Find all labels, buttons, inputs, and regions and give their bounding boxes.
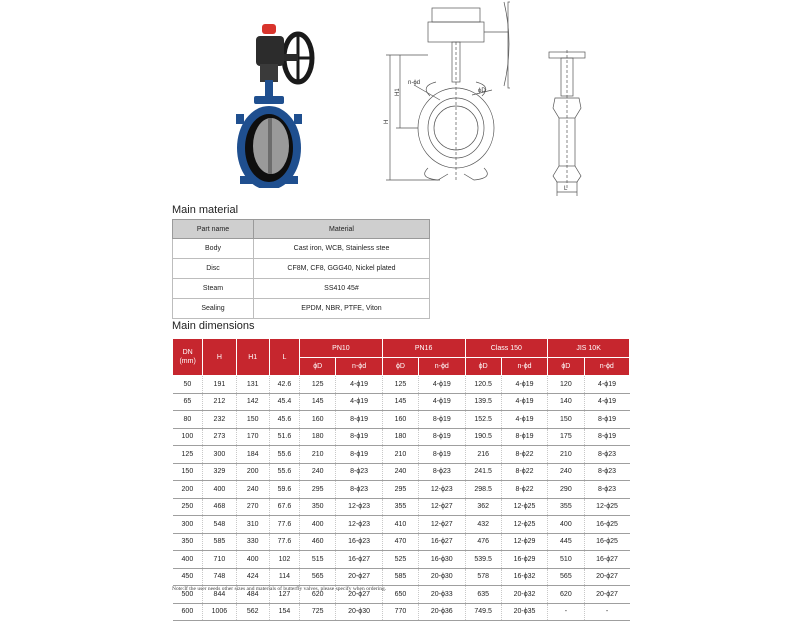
cell: 600 xyxy=(173,603,203,621)
table-row xyxy=(173,239,430,259)
cell: 20-ϕ30 xyxy=(419,568,465,586)
cell: 212 xyxy=(203,393,236,411)
cell: 515 xyxy=(300,551,336,569)
cell: 20-ϕ33 xyxy=(419,586,465,604)
cell: 445 xyxy=(548,533,584,551)
cell: 127 xyxy=(269,586,299,604)
cell: 8-ϕ23 xyxy=(336,463,382,481)
cell: 152.5 xyxy=(465,411,501,429)
cell: 20-ϕ27 xyxy=(584,568,629,586)
cell: 170 xyxy=(236,428,269,446)
cell: 80 xyxy=(173,411,203,429)
cell: 298.5 xyxy=(465,481,501,499)
header-h: H xyxy=(203,339,236,376)
cell: 300 xyxy=(203,446,236,464)
cell: 20-ϕ27 xyxy=(336,568,382,586)
cell: 12-ϕ25 xyxy=(501,516,547,534)
cell: 8-ϕ19 xyxy=(584,411,629,429)
cell: 8-ϕ19 xyxy=(336,446,382,464)
cell: 241.5 xyxy=(465,463,501,481)
cell: 16-ϕ32 xyxy=(501,568,547,586)
material-cell: Cast iron, WCB, Stainless stee xyxy=(254,239,430,259)
cell: 240 xyxy=(548,463,584,481)
cell: 65 xyxy=(173,393,203,411)
table-row xyxy=(173,603,630,621)
subheader-d: ϕD xyxy=(300,358,336,376)
cell: 4-ϕ19 xyxy=(584,393,629,411)
label-nd: n-ϕd xyxy=(408,80,421,86)
cell: 20-ϕ27 xyxy=(336,586,382,604)
cell: 844 xyxy=(203,586,236,604)
cell: 67.6 xyxy=(269,498,299,516)
cell: 8-ϕ19 xyxy=(336,411,382,429)
table-row xyxy=(173,376,630,394)
cell: 4-ϕ19 xyxy=(419,393,465,411)
cell: 51.6 xyxy=(269,428,299,446)
cell: 210 xyxy=(382,446,418,464)
cell: 125 xyxy=(382,376,418,394)
header-pn16: PN16 xyxy=(382,339,465,358)
cell: 484 xyxy=(236,586,269,604)
valve-product-photo xyxy=(232,18,318,188)
cell: 4-ϕ19 xyxy=(419,376,465,394)
table-row xyxy=(173,481,630,499)
cell: 16-ϕ27 xyxy=(336,551,382,569)
cell: 8-ϕ19 xyxy=(419,411,465,429)
cell: 240 xyxy=(382,463,418,481)
cell: 59.6 xyxy=(269,481,299,499)
cell: 175 xyxy=(548,428,584,446)
cell: 55.6 xyxy=(269,463,299,481)
material-cell: EPDM, NBR, PTFE, Viton xyxy=(254,299,430,319)
cell: 12-ϕ25 xyxy=(584,498,629,516)
cell: 770 xyxy=(382,603,418,621)
cell: 77.6 xyxy=(269,533,299,551)
cell: 210 xyxy=(548,446,584,464)
cell: 190.5 xyxy=(465,428,501,446)
part-name-cell: Body xyxy=(173,239,254,259)
cell: 8-ϕ23 xyxy=(584,446,629,464)
cell: 210 xyxy=(300,446,336,464)
cell: 400 xyxy=(300,516,336,534)
cell: 154 xyxy=(269,603,299,621)
cell: 8-ϕ22 xyxy=(501,446,547,464)
cell: 12-ϕ23 xyxy=(336,498,382,516)
subheader-nd: n-ϕd xyxy=(336,358,382,376)
gearbox-icon xyxy=(256,24,284,82)
cell: 650 xyxy=(382,586,418,604)
material-cell: CF8M, CF8, GGG40, Nickel plated xyxy=(254,259,430,279)
cell: 120 xyxy=(548,376,584,394)
table-row xyxy=(173,516,630,534)
cell: 131 xyxy=(236,376,269,394)
cell: 273 xyxy=(203,428,236,446)
subheader-nd: n-ϕd xyxy=(419,358,465,376)
cell: 180 xyxy=(382,428,418,446)
cell: 410 xyxy=(382,516,418,534)
table-row xyxy=(173,446,630,464)
cell: 20-ϕ30 xyxy=(336,603,382,621)
header-part-name: Part name xyxy=(173,220,254,239)
cell: 145 xyxy=(382,393,418,411)
table-row xyxy=(173,533,630,551)
table-row xyxy=(173,498,630,516)
cell: 8-ϕ23 xyxy=(419,463,465,481)
cell: 748 xyxy=(203,568,236,586)
cell: 432 xyxy=(465,516,501,534)
cell: 139.5 xyxy=(465,393,501,411)
cell: - xyxy=(548,603,584,621)
front-view-drawing xyxy=(380,0,510,190)
dimensions-header-row xyxy=(173,339,630,358)
cell: 8-ϕ19 xyxy=(419,428,465,446)
label-d: ϕD xyxy=(478,88,486,94)
cell: 20-ϕ32 xyxy=(501,586,547,604)
cell: 240 xyxy=(300,463,336,481)
cell: 16-ϕ25 xyxy=(584,516,629,534)
cell: 1006 xyxy=(203,603,236,621)
cell: 4-ϕ19 xyxy=(501,411,547,429)
header-h1: H1 xyxy=(236,339,269,376)
cell: 8-ϕ23 xyxy=(584,481,629,499)
part-name-cell: Disc xyxy=(173,259,254,279)
cell: 362 xyxy=(465,498,501,516)
subheader-nd: n-ϕd xyxy=(584,358,629,376)
table-row xyxy=(173,299,430,319)
side-view-drawing xyxy=(545,48,589,198)
cell: 500 xyxy=(173,586,203,604)
cell: 160 xyxy=(300,411,336,429)
cell: 310 xyxy=(236,516,269,534)
cell: 8-ϕ23 xyxy=(584,463,629,481)
cell: 16-ϕ27 xyxy=(419,533,465,551)
cell: 45.4 xyxy=(269,393,299,411)
cell: 8-ϕ19 xyxy=(584,428,629,446)
cell: 424 xyxy=(236,568,269,586)
cell: 4-ϕ19 xyxy=(501,393,547,411)
cell: 329 xyxy=(203,463,236,481)
cell: 8-ϕ22 xyxy=(501,463,547,481)
dimensions-table xyxy=(172,338,630,621)
cell: 8-ϕ23 xyxy=(336,481,382,499)
table-row xyxy=(173,551,630,569)
header-material: Material xyxy=(254,220,430,239)
cell: 20-ϕ27 xyxy=(584,586,629,604)
cell: 400 xyxy=(173,551,203,569)
subheader-nd: n-ϕd xyxy=(501,358,547,376)
material-cell: SS410 45# xyxy=(254,279,430,299)
cell: 16-ϕ29 xyxy=(501,551,547,569)
cell: 562 xyxy=(236,603,269,621)
cell: 8-ϕ22 xyxy=(501,481,547,499)
cell: 450 xyxy=(173,568,203,586)
cell: 8-ϕ19 xyxy=(501,428,547,446)
cell: 620 xyxy=(300,586,336,604)
header-class150: Class 150 xyxy=(465,339,548,358)
cell: 8-ϕ19 xyxy=(336,428,382,446)
cell: 470 xyxy=(382,533,418,551)
cell: 4-ϕ19 xyxy=(501,376,547,394)
label-h: H xyxy=(384,119,390,124)
cell: 125 xyxy=(300,376,336,394)
cell: 510 xyxy=(548,551,584,569)
cell: 102 xyxy=(269,551,299,569)
label-h1: H1 xyxy=(395,88,401,96)
cell: 184 xyxy=(236,446,269,464)
cell: 150 xyxy=(173,463,203,481)
cell: 77.6 xyxy=(269,516,299,534)
cell: 150 xyxy=(236,411,269,429)
cell: 140 xyxy=(548,393,584,411)
subheader-d: ϕD xyxy=(548,358,584,376)
cell: 330 xyxy=(236,533,269,551)
dimensions-section-title: Main dimensions xyxy=(172,320,255,332)
label-l: L xyxy=(564,186,568,192)
cell: 120.5 xyxy=(465,376,501,394)
cell: 180 xyxy=(300,428,336,446)
cell: 525 xyxy=(382,551,418,569)
cell: 12-ϕ27 xyxy=(419,498,465,516)
subheader-d: ϕD xyxy=(382,358,418,376)
cell: 8-ϕ19 xyxy=(419,446,465,464)
cell: 100 xyxy=(173,428,203,446)
cell: 45.6 xyxy=(269,411,299,429)
cell: 20-ϕ36 xyxy=(419,603,465,621)
cell: 55.6 xyxy=(269,446,299,464)
cell: 216 xyxy=(465,446,501,464)
cell: 578 xyxy=(465,568,501,586)
cell: 635 xyxy=(465,586,501,604)
cell: 548 xyxy=(203,516,236,534)
cell: 191 xyxy=(203,376,236,394)
cell: 350 xyxy=(300,498,336,516)
table-row xyxy=(173,259,430,279)
subheader-d: ϕD xyxy=(465,358,501,376)
cell: 460 xyxy=(300,533,336,551)
cell: 4-ϕ19 xyxy=(336,393,382,411)
cell: 125 xyxy=(173,446,203,464)
cell: 290 xyxy=(548,481,584,499)
table-row xyxy=(173,568,630,586)
cell: 232 xyxy=(203,411,236,429)
material-header-row xyxy=(173,220,430,239)
cell: 16-ϕ30 xyxy=(419,551,465,569)
cell: 725 xyxy=(300,603,336,621)
cell: 160 xyxy=(382,411,418,429)
cell: 270 xyxy=(236,498,269,516)
cell: 250 xyxy=(173,498,203,516)
cell: 355 xyxy=(382,498,418,516)
cell: 145 xyxy=(300,393,336,411)
cell: - xyxy=(584,603,629,621)
part-name-cell: Sealing xyxy=(173,299,254,319)
cell: 50 xyxy=(173,376,203,394)
table-row xyxy=(173,279,430,299)
cell: 12-ϕ27 xyxy=(419,516,465,534)
cell: 400 xyxy=(203,481,236,499)
table-row xyxy=(173,411,630,429)
cell: 16-ϕ27 xyxy=(584,551,629,569)
cell: 150 xyxy=(548,411,584,429)
cell: 12-ϕ23 xyxy=(419,481,465,499)
cell: 539.5 xyxy=(465,551,501,569)
cell: 20-ϕ35 xyxy=(501,603,547,621)
cell: 585 xyxy=(203,533,236,551)
part-name-cell: Steam xyxy=(173,279,254,299)
cell: 12-ϕ29 xyxy=(501,533,547,551)
cell: 295 xyxy=(300,481,336,499)
cell: 400 xyxy=(548,516,584,534)
cell: 240 xyxy=(236,481,269,499)
cell: 620 xyxy=(548,586,584,604)
material-section-title: Main material xyxy=(172,204,239,216)
cell: 295 xyxy=(382,481,418,499)
cell: 585 xyxy=(382,568,418,586)
cell: 16-ϕ25 xyxy=(584,533,629,551)
cell: 200 xyxy=(236,463,269,481)
cell: 4-ϕ19 xyxy=(336,376,382,394)
cell: 4-ϕ19 xyxy=(584,376,629,394)
valve-body-icon xyxy=(236,80,302,188)
cell: 12-ϕ25 xyxy=(501,498,547,516)
table-note: Note:If the user needs other sizes and materials of butterfly valves, please specify when ordering. xyxy=(172,586,387,592)
header-pn10: PN10 xyxy=(300,339,383,358)
header-l: L xyxy=(269,339,299,376)
cell: 16-ϕ23 xyxy=(336,533,382,551)
table-row xyxy=(173,428,630,446)
header-jis10k: JIS 10K xyxy=(548,339,630,358)
cell: 350 xyxy=(173,533,203,551)
cell: 114 xyxy=(269,568,299,586)
cell: 565 xyxy=(300,568,336,586)
cell: 476 xyxy=(465,533,501,551)
cell: 565 xyxy=(548,568,584,586)
cell: 400 xyxy=(236,551,269,569)
cell: 468 xyxy=(203,498,236,516)
cell: 12-ϕ23 xyxy=(336,516,382,534)
cell: 42.6 xyxy=(269,376,299,394)
cell: 749.5 xyxy=(465,603,501,621)
header-dn: DN (mm) xyxy=(173,339,203,376)
table-row xyxy=(173,463,630,481)
cell: 300 xyxy=(173,516,203,534)
cell: 355 xyxy=(548,498,584,516)
cell: 200 xyxy=(173,481,203,499)
cell: 142 xyxy=(236,393,269,411)
material-table xyxy=(172,219,430,319)
table-row xyxy=(173,393,630,411)
cell: 710 xyxy=(203,551,236,569)
